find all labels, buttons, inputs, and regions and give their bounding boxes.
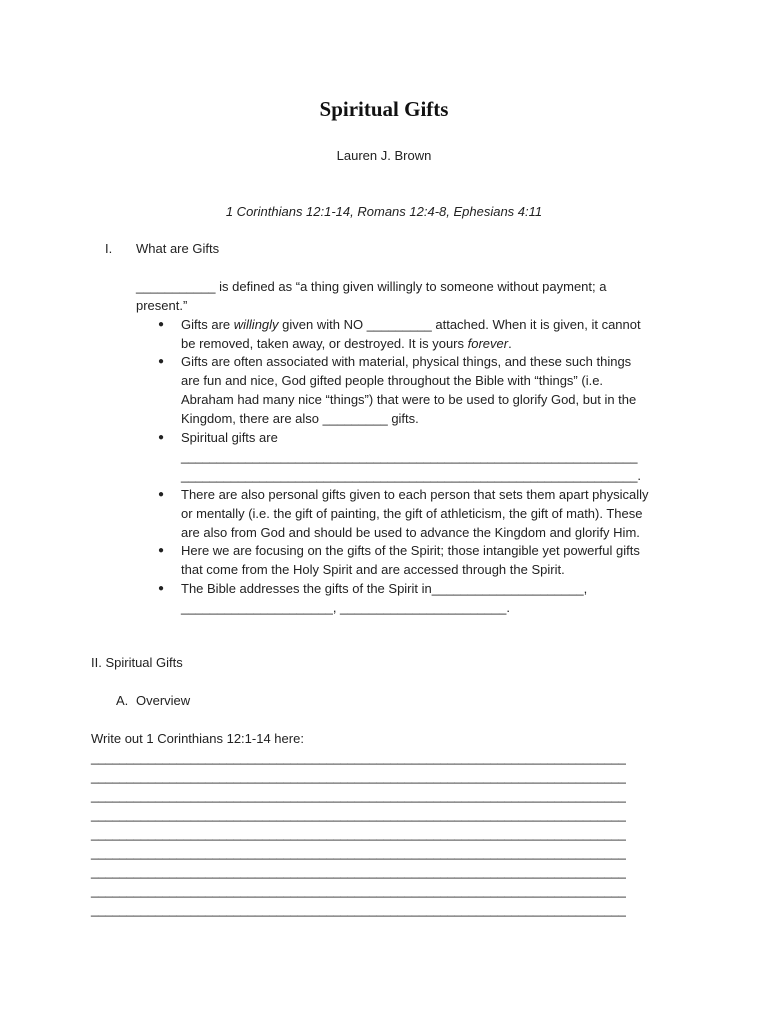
bullet-dot: ●	[158, 583, 165, 594]
bullet-1-line-1: Gifts are willingly given with NO _________ attached. When it is given, it cannot	[181, 317, 641, 332]
definition-line-1: ___________ is defined as “a thing given willingly to someone without payment; a	[136, 279, 607, 294]
writing-blank-line: ___________________________________________________________________________	[91, 902, 626, 917]
bullet-4-line-3: are also from God and should be used to advance the Kingdom and glorify Him.	[181, 525, 640, 540]
scripture-references: 1 Corinthians 12:1-14, Romans 12:4-8, Ephesians 4:11	[225, 204, 543, 219]
section-2-heading: II. Spiritual Gifts	[91, 655, 183, 670]
bullet-2-line-3: Abraham had many nice “things”) that were to be used to glorify God, but in the	[181, 392, 637, 407]
writing-blank-line: ___________________________________________________________________________	[91, 826, 626, 841]
bullet-dot: ●	[158, 432, 165, 443]
bullet-2-line-1: Gifts are often associated with material, physical things, and these such things	[181, 354, 632, 369]
bullet-4-line-2: or mentally (i.e. the gift of painting, the gift of athleticism, the gift of math). These	[181, 506, 643, 521]
bullet-5-line-1: Here we are focusing on the gifts of the Spirit; those intangible yet powerful gifts	[181, 543, 640, 558]
bullet-3-blank-2: ________________________________________________________________.	[181, 468, 641, 483]
writing-blank-line: ___________________________________________________________________________	[91, 769, 626, 784]
writing-blank-line: ___________________________________________________________________________	[91, 807, 626, 822]
bullet-6-line-2: _____________________, _______________________.	[181, 600, 510, 615]
bullet-dot: ●	[158, 489, 165, 500]
bullet-2-line-4: Kingdom, there are also _________ gifts.	[181, 411, 419, 426]
section-1-heading: What are Gifts	[136, 241, 220, 256]
writing-blank-line: ___________________________________________________________________________	[91, 750, 626, 765]
writing-blank-line: ___________________________________________________________________________	[91, 864, 626, 879]
bullet-5-line-2: that come from the Holy Spirit and are accessed through the Spirit.	[181, 562, 565, 577]
writing-prompt: Write out 1 Corinthians 12:1-14 here:	[91, 731, 304, 746]
bullet-dot: ●	[158, 356, 165, 367]
writing-blank-line: ___________________________________________________________________________	[91, 883, 626, 898]
section-1-numeral: I.	[105, 241, 113, 256]
author-name: Lauren J. Brown	[336, 148, 432, 163]
bullet-3-line-1: Spiritual gifts are	[181, 430, 278, 445]
subsection-letter: A.	[116, 693, 129, 708]
document-title: Spiritual Gifts	[319, 97, 449, 121]
bullet-4-line-1: There are also personal gifts given to each person that sets them apart physically	[181, 487, 649, 502]
writing-blank-line: ___________________________________________________________________________	[91, 845, 626, 860]
bullet-dot: ●	[158, 319, 165, 330]
bullet-dot: ●	[158, 545, 165, 556]
bullet-2-line-2: are fun and nice, God gifted people throughout the Bible with “things” (i.e.	[181, 373, 604, 388]
bullet-3-blank-1: ________________________________________________________________	[181, 449, 638, 464]
writing-blank-line: ___________________________________________________________________________	[91, 788, 626, 803]
bullet-1-line-2: be removed, taken away, or destroyed. It is yours forever.	[181, 336, 512, 351]
bullet-6-line-1: The Bible addresses the gifts of the Spirit in_____________________,	[181, 581, 588, 596]
definition-line-2: present.”	[136, 298, 188, 313]
subsection-heading: Overview	[136, 693, 191, 708]
